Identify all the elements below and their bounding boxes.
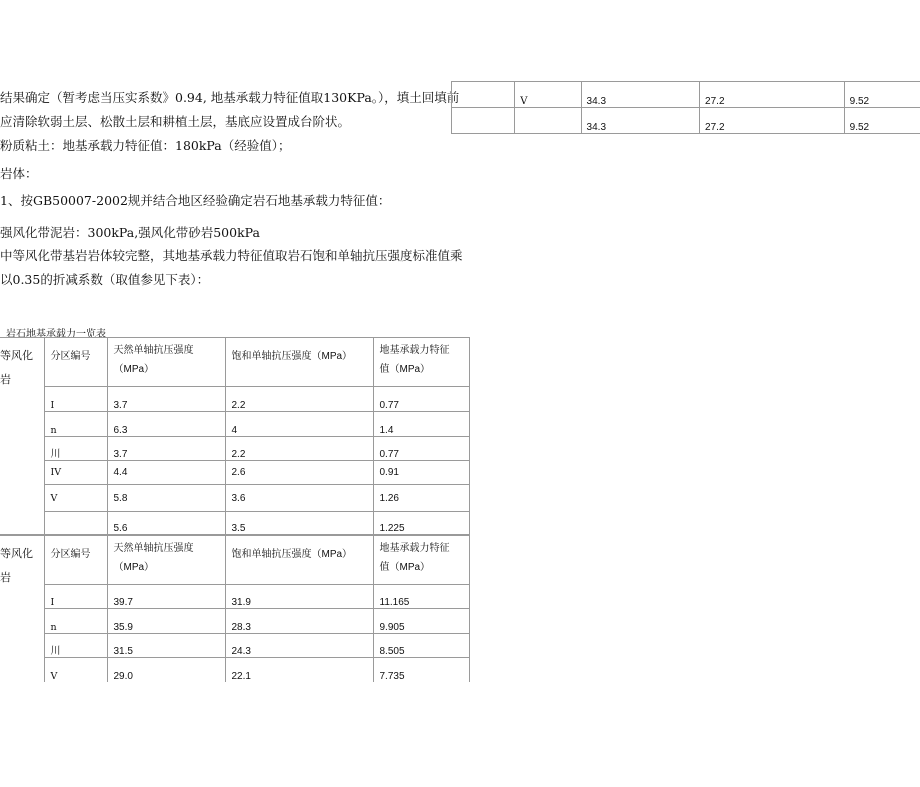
saturated-strength: 3.6 [225,485,373,512]
table-cell: 9.52 [844,82,920,108]
bearing-capacity: 0.77 [373,387,469,412]
table-caption: 岩石地基承载力一览表 [6,329,106,340]
zone-id: V [44,658,107,682]
table-cell [452,108,515,134]
natural-strength: 35.9 [107,609,225,634]
paragraph-rock-heading: 岩体： [0,166,38,181]
table-cell: 27.2 [700,82,845,108]
zone-id: n [44,609,107,634]
header-saturated-strength: 饱和单轴抗压强度（MPa） [225,536,373,585]
table-header-row [0,536,469,585]
table-cell [515,108,581,134]
header-natural-strength: 天然单轴抗压强度 （MPa） [107,338,225,387]
table-row [0,387,469,412]
saturated-strength: 2.2 [225,437,373,461]
saturated-strength: 31.9 [225,585,373,609]
header-bearing-capacity: 地基承载力特征 值（MPa） [373,338,469,387]
natural-strength: 29.0 [107,658,225,682]
bearing-capacity: 8.505 [373,634,469,658]
saturated-strength: 24.3 [225,634,373,658]
rock-table-group-1 [0,337,470,535]
bearing-capacity: 1.4 [373,412,469,437]
table-cell: V [515,82,581,108]
table-row [0,461,469,485]
paragraph-moderate-weathering: 中等风化带基岩岩体较完整，其地基承载力特征值取岩石饱和单轴抗压强度标准值乘 [0,248,463,263]
header-bearing-capacity: 地基承载力特征 值（MPa） [373,536,469,585]
table-row [0,585,469,609]
table-row [0,634,469,658]
saturated-strength: 2.2 [225,387,373,412]
table-cell: 34.3 [581,82,700,108]
zone-id: 川 [44,437,107,461]
paragraph-fill-cleanup: 应清除软弱土层、松散土层和耕植土层，基底应设置成台阶状。 [0,114,351,129]
saturated-strength: 2.6 [225,461,373,485]
table-row [452,108,920,134]
table-row [0,485,469,512]
header-saturated-strength: 饱和单轴抗压强度（MPa） [225,338,373,387]
natural-strength: 3.7 [107,437,225,461]
natural-strength: 31.5 [107,634,225,658]
table-cell [452,82,515,108]
natural-strength: 3.7 [107,387,225,412]
rock-table-group-2 [0,535,470,682]
header-natural-strength: 天然单轴抗压强度 （MPa） [107,536,225,585]
zone-id: V [44,485,107,512]
table-cell: 9.52 [844,108,920,134]
bearing-capacity: 9.905 [373,609,469,634]
zone-id [44,512,107,535]
paragraph-silty-clay: 粉质粘土：地基承载力特征值：180kPa（经验值）； [0,138,291,153]
paragraph-fill-bearing: 结果确定（暂考虑当压实系数》0.94, 地基承载力特征值取130KPa。），填土回填前 [0,90,460,105]
paragraph-strong-weathering: 强风化带泥岩：300kPa,强风化带砂岩500kPa [0,225,260,240]
table-cell: 27.2 [700,108,845,134]
saturated-strength: 4 [225,412,373,437]
zone-id: I [44,387,107,412]
table-row [0,437,469,461]
paragraph-reduction-factor: 以0.35的折减系数（取值参见下表）： [0,272,210,287]
zone-id: n [44,412,107,437]
natural-strength: 4.4 [107,461,225,485]
top-fragment-table [451,81,920,134]
bearing-capacity: 1.225 [373,512,469,535]
saturated-strength: 22.1 [225,658,373,682]
natural-strength: 5.8 [107,485,225,512]
table-header-row [0,338,469,387]
header-zone: 分区编号 [44,338,107,387]
zone-id: I [44,585,107,609]
table-row [0,658,469,682]
natural-strength: 5.6 [107,512,225,535]
table-row [0,512,469,535]
group-label: 等风化 岩 [0,536,44,682]
table-row [0,412,469,437]
bearing-capacity: 0.77 [373,437,469,461]
natural-strength: 6.3 [107,412,225,437]
bearing-capacity: 1.26 [373,485,469,512]
bearing-capacity: 7.735 [373,658,469,682]
header-zone: 分区编号 [44,536,107,585]
zone-id: IV [44,461,107,485]
paragraph-standard-reference: 1、按GB50007-2002规并结合地区经验确定岩石地基承载力特征值： [0,193,391,208]
bearing-capacity: 11.165 [373,585,469,609]
saturated-strength: 3.5 [225,512,373,535]
natural-strength: 39.7 [107,585,225,609]
table-row [0,609,469,634]
group-label: 等风化 岩 [0,338,44,535]
bearing-capacity: 0.91 [373,461,469,485]
table-cell: 34.3 [581,108,700,134]
zone-id: 川 [44,634,107,658]
saturated-strength: 28.3 [225,609,373,634]
table-row [452,82,920,108]
